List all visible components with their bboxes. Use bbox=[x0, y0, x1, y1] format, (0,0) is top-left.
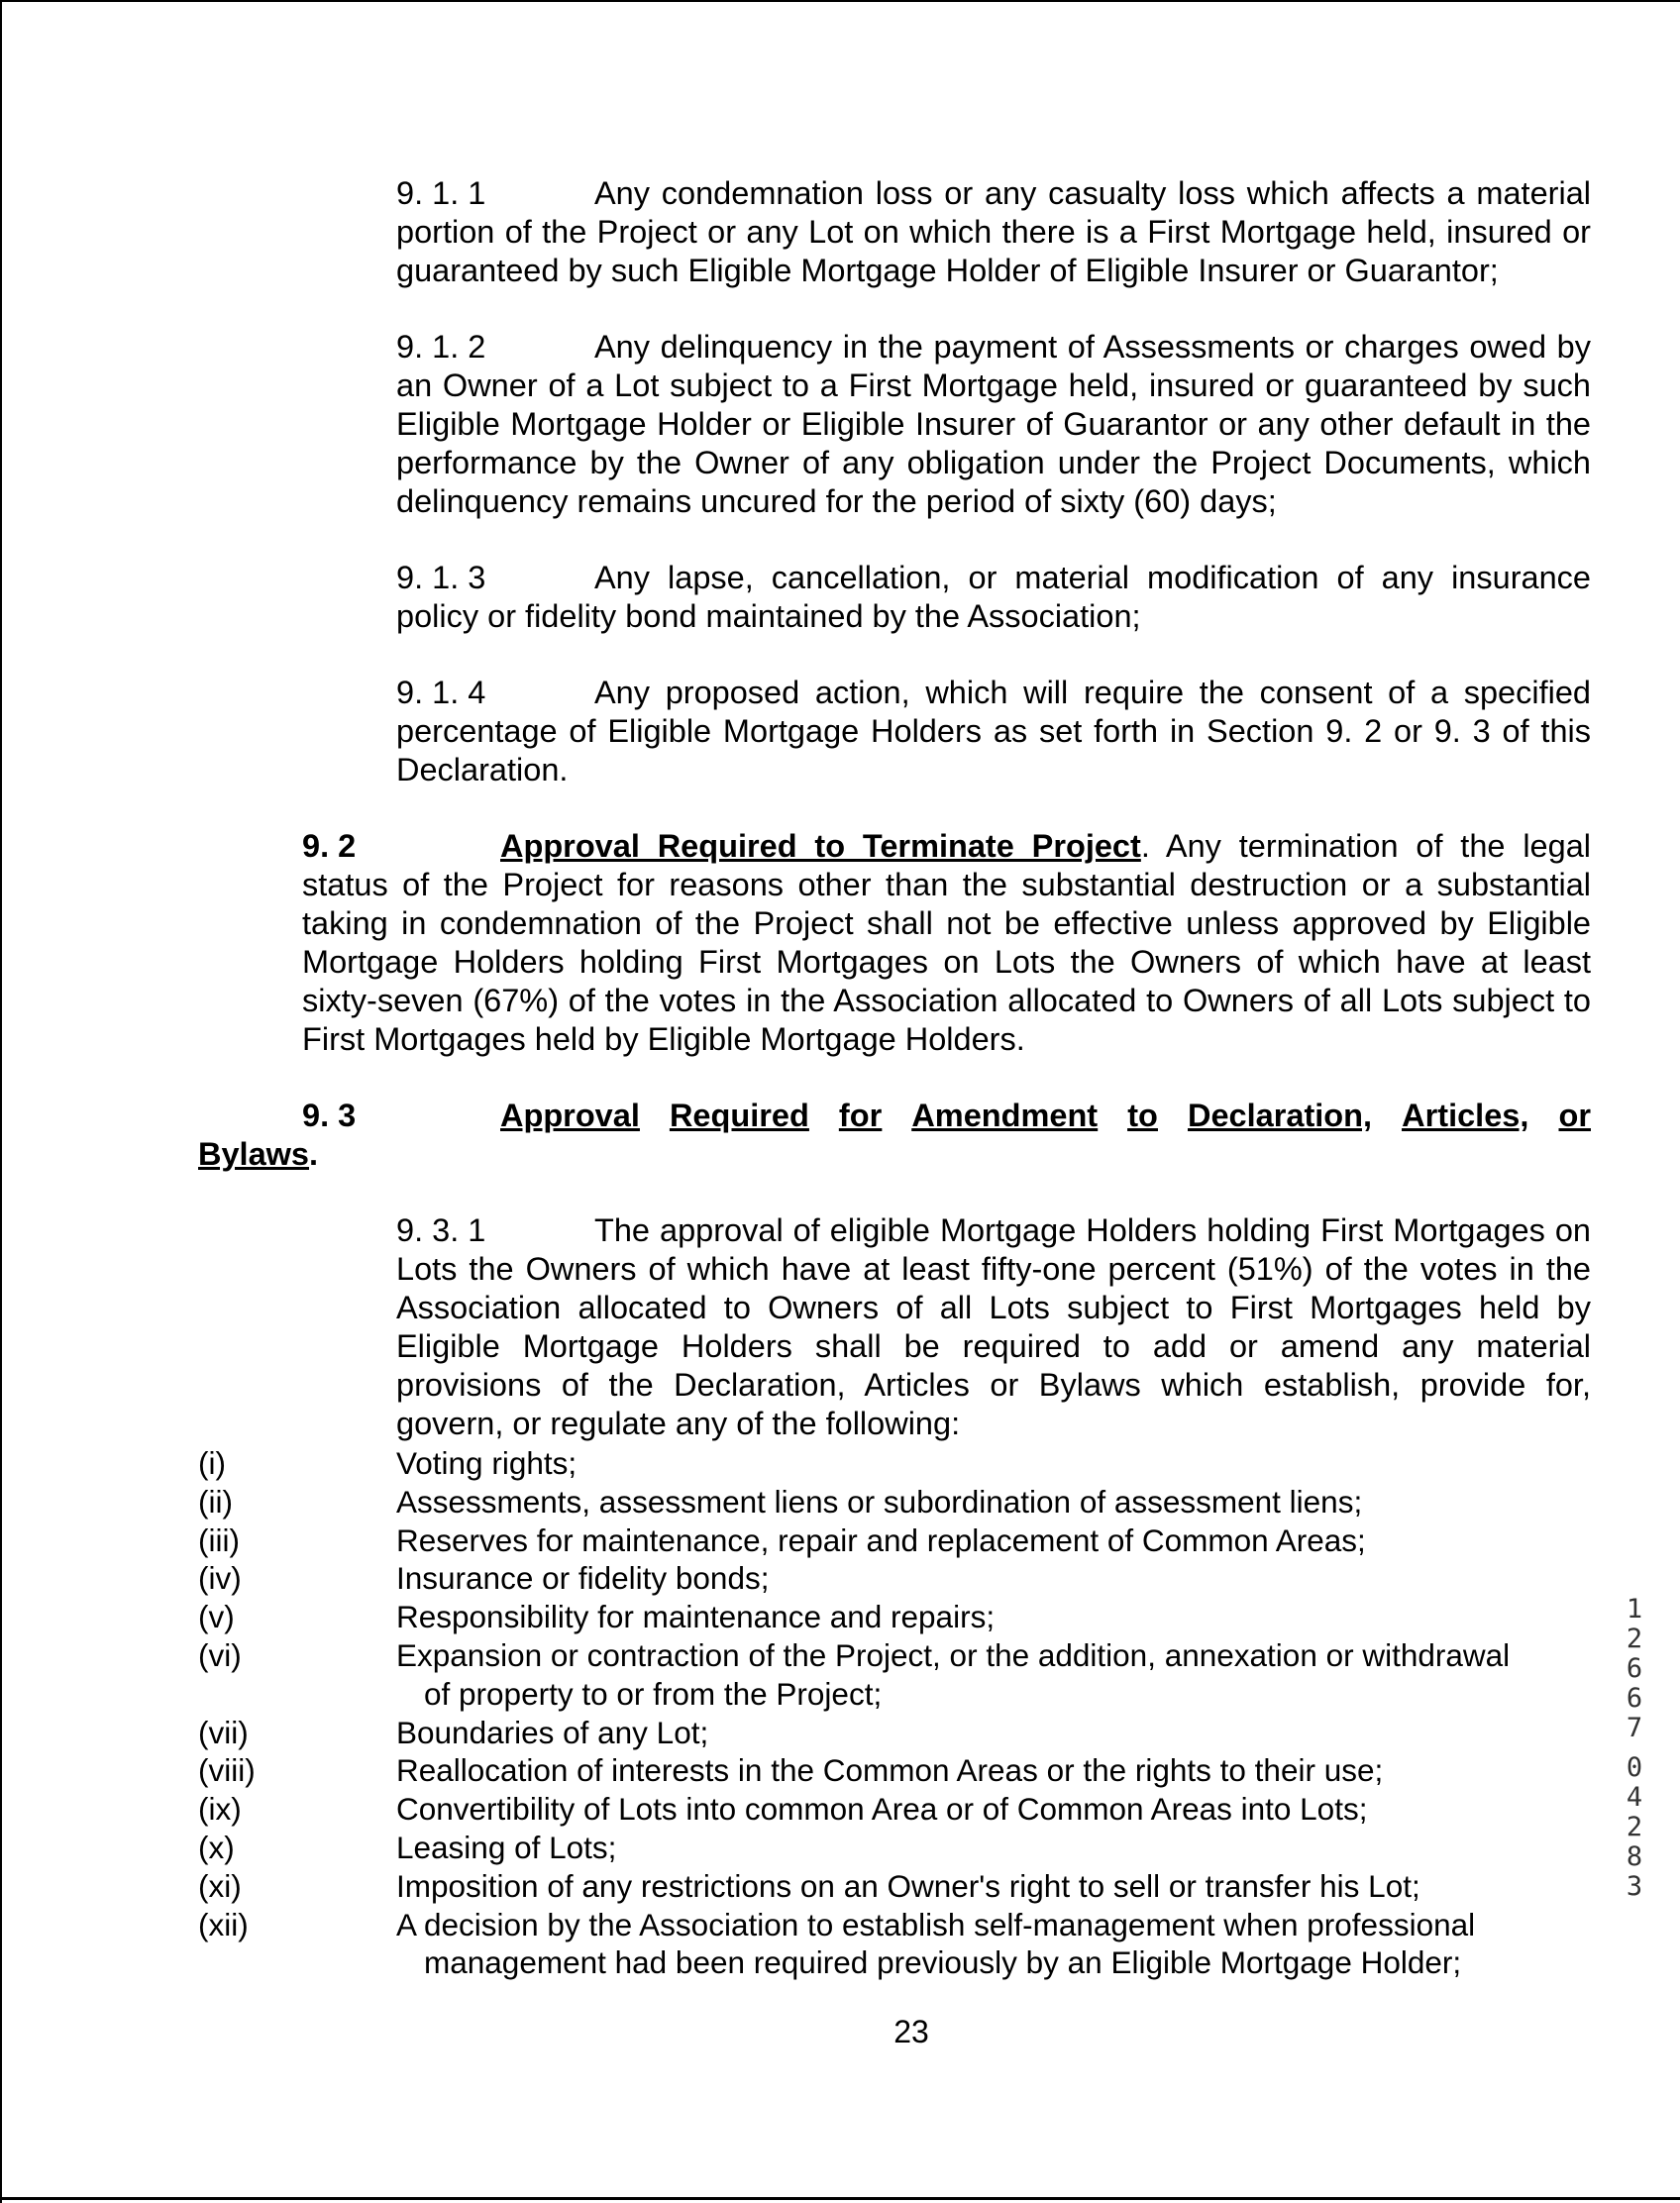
section-title: Approval Required for Amendment to Declaration, Articles, or bbox=[500, 1098, 1591, 1133]
provisions-list bbox=[198, 1444, 1605, 1982]
list-item: (ii) Assessments, assessment liens or subordination of assessment liens; bbox=[198, 1483, 1363, 1520]
page-border-left bbox=[0, 0, 2, 2203]
section-title-end: Bylaws bbox=[198, 1136, 310, 1172]
paragraph-text: Any proposed action, which will require the consent of a specified percentage of Eligible Mortgage Holders as set forth in Section 9. 2 or 9. 3 of this Declaration. bbox=[396, 675, 1591, 787]
list-item: (v) Responsibility for maintenance and repairs; bbox=[198, 1599, 996, 1635]
list-item: (x) Leasing of Lots; bbox=[198, 1829, 617, 1865]
page-border-top bbox=[0, 0, 1680, 2]
paragraph-9-1-3 bbox=[198, 559, 1591, 636]
page-border-bottom bbox=[0, 2197, 1680, 2200]
section-title: Approval Required to Terminate Project bbox=[500, 828, 1141, 864]
section-number: 9. 1. 2 bbox=[396, 329, 486, 365]
paragraph-9-1-2 bbox=[198, 328, 1591, 521]
paragraph-text: Any condemnation loss or any casualty loss which affects a material portion of the Project or any Lot on which there is a First Mortgage held, insured or guaranteed by such Eligible Mortgage Holder of Eligible Insurer or Guarantor; bbox=[396, 175, 1591, 288]
list-item: (vii) Boundaries of any Lot; bbox=[198, 1714, 709, 1750]
paragraph-9-3-1 bbox=[198, 1211, 1591, 1443]
section-number: 9. 3. 1 bbox=[396, 1212, 486, 1248]
paragraph-text: Any delinquency in the payment of Assessments or charges owed by an Owner of a Lot subject to a First Mortgage held, insured or guaranteed by such Eligible Mortgage Holder or Eligible Insurer of Guarantor or any other default in the performance by the Owner of any obligation under the Project Documents, which delinquency remains uncured for the period of sixty (60) days; bbox=[396, 329, 1591, 519]
recording-stamp: 1 2 6 6 7 0 4 2 8 3 bbox=[1626, 1594, 1643, 1902]
section-number: 9. 1. 4 bbox=[396, 675, 486, 710]
section-9-3-heading: 9. 3 Approval Required for Amendment to Declaration, Articles, or Bylaws. bbox=[198, 1098, 1591, 1172]
list-item: (xii) A decision by the Association to establish self-management when professional management had been required previously by an Eligible Mortgage Holder; bbox=[198, 1906, 1476, 1981]
section-number: 9. 2 bbox=[302, 828, 357, 864]
list-item: (vi) Expansion or contraction of the Project, or the addition, annexation or withdrawal of property to or from the Project; bbox=[198, 1636, 1511, 1712]
section-9-2 bbox=[198, 827, 1591, 1059]
page-number: 23 bbox=[893, 2014, 929, 2049]
paragraph-text: . Any termination of the legal status of the Project for reasons other than the substantial destruction or a substantial taking in condemnation of the Project shall not be effective unless approved by Eligible Mortgage Holders holding First Mortgages on Lots the Owners of which have at least sixty-seven (67%) of the votes in the Association allocated to Owners of all Lots subject to First Mortgages held by Eligible Mortgage Holders. bbox=[302, 828, 1591, 1057]
paragraph-9-1-4 bbox=[198, 674, 1591, 789]
section-number: 9. 3 bbox=[302, 1098, 357, 1133]
paragraph-text: The approval of eligible Mortgage Holders holding First Mortgages on Lots the Owners of which have at least fifty-one percent (51%) of the votes in the Association allocated to Owners of all Lots subject to First Mortgages held by Eligible Mortgage Holders shall be required to add or amend any material provisions of the Declaration, Articles or Bylaws which establish, provide for, govern, or regulate any of the following: bbox=[396, 1212, 1591, 1441]
list-item: (xi) Imposition of any restrictions on an Owner's right to sell or transfer his Lot; bbox=[198, 1867, 1420, 1904]
list-item: (iii) Reserves for maintenance, repair and replacement of Common Areas; bbox=[198, 1521, 1366, 1558]
document-body bbox=[198, 174, 1591, 1481]
list-item: (viii) Reallocation of interests in the Common Areas or the rights to their use; bbox=[198, 1752, 1384, 1789]
list-item: (ix) Convertibility of Lots into common Area or of Common Areas into Lots; bbox=[198, 1791, 1368, 1828]
list-item: (iv) Insurance or fidelity bonds; bbox=[198, 1560, 770, 1597]
paragraph-text: Any lapse, cancellation, or material modification of any insurance policy or fidelity bond maintained by the Association; bbox=[396, 560, 1591, 634]
paragraph-9-1-1 bbox=[198, 174, 1591, 290]
section-number: 9. 1. 3 bbox=[396, 560, 486, 595]
list-item: (i) Voting rights; bbox=[198, 1445, 578, 1481]
section-number: 9. 1. 1 bbox=[396, 175, 486, 211]
